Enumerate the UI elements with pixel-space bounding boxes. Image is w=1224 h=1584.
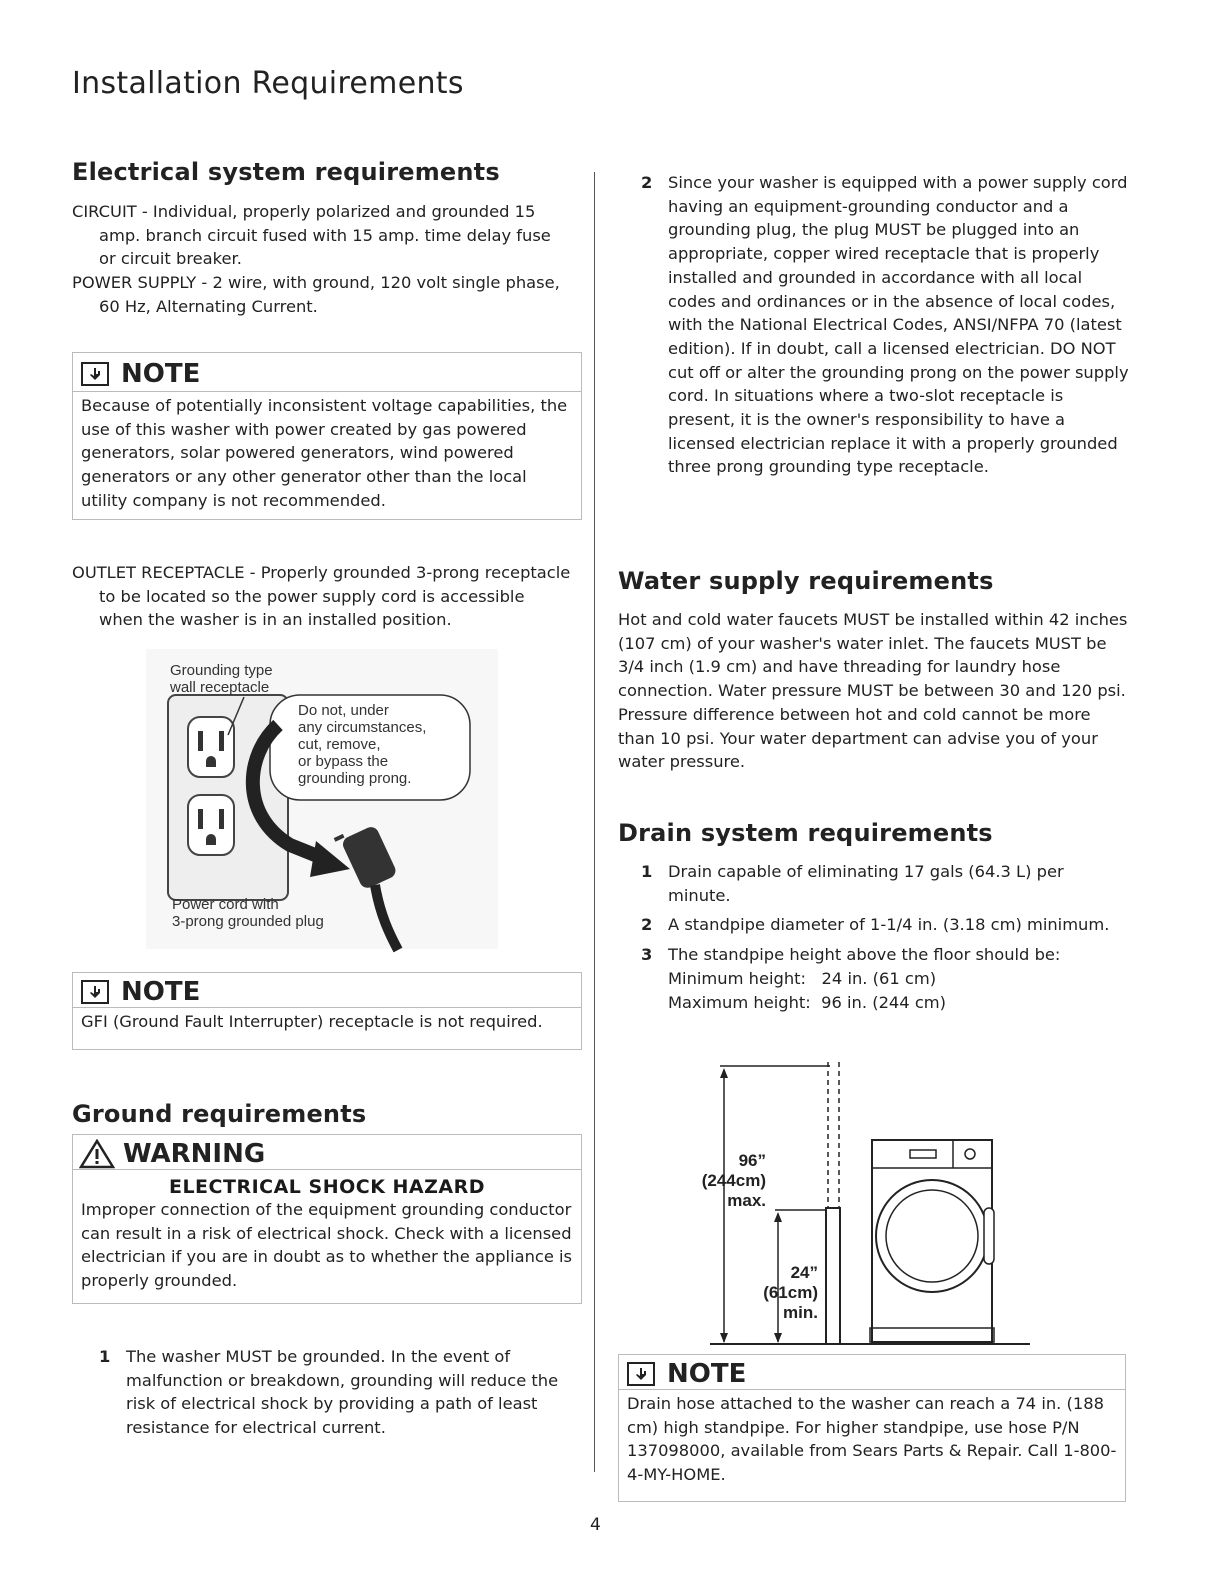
note-header <box>73 353 581 391</box>
callout-line-2: any circumstances, <box>298 719 427 736</box>
max-label-2: (244cm) <box>701 1171 766 1190</box>
ground-list-left <box>99 1345 585 1440</box>
warning-triangle-icon <box>79 1139 115 1169</box>
min-label-2: (61cm) <box>763 1283 818 1302</box>
hazard-title: ELECTRICAL SHOCK HAZARD <box>168 1176 486 1198</box>
max-label-3: max. <box>727 1191 766 1210</box>
callout-line-5: grounding prong. <box>298 770 412 787</box>
note-generators <box>72 352 582 520</box>
drain-list <box>641 860 1131 1014</box>
item-text: The washer MUST be grounded. In the event of malfunction or breakdown, grounding will reduce the risk of electrical shock by providing a path of least resistance for electrical current. <box>126 1347 559 1438</box>
min-height-value: 24 in. (61 cm) <box>821 968 937 988</box>
water-heading: Water supply requirements <box>618 567 994 595</box>
label-cord-1: Power cord with <box>172 896 279 913</box>
warning-title: WARNING <box>123 1139 266 1169</box>
electrical-heading: Electrical system requirements <box>72 158 500 186</box>
page-title: Installation Requirements <box>72 66 464 101</box>
note-title: NOTE <box>121 977 201 1007</box>
outlet-spec-text: OUTLET RECEPTACLE - Properly grounded 3-prong receptacle to be located so the power supply cord is accessible when the washer is in an installed position. <box>72 563 571 630</box>
list-item <box>641 860 1131 907</box>
note-title: NOTE <box>121 359 201 389</box>
max-height-label: Maximum height: <box>668 992 811 1012</box>
min-label-3: min. <box>783 1303 818 1322</box>
label-receptacle-2: wall receptacle <box>170 679 270 696</box>
item-number: 2 <box>641 915 653 935</box>
item-number: 1 <box>641 862 653 881</box>
item-text: The standpipe height above the floor should be: <box>668 945 1061 965</box>
note-header <box>73 973 581 1007</box>
ground-list-right <box>641 171 1131 479</box>
list-item <box>641 913 1131 937</box>
item-text: A standpipe diameter of 1-1/4 in. (3.18 cm) minimum. <box>668 915 1110 935</box>
note-drain-hose <box>618 1354 1126 1502</box>
list-item <box>641 171 1131 479</box>
page-number: 4 <box>590 1515 601 1535</box>
note-hand-icon <box>81 980 109 1004</box>
note-hand-icon <box>81 362 109 386</box>
callout-line-1: Do not, under <box>298 702 389 719</box>
outlet-top <box>188 717 234 777</box>
callout-line-3: cut, remove, <box>298 736 381 753</box>
ground-heading: Ground requirements <box>72 1100 367 1128</box>
electrical-specs <box>72 200 572 319</box>
label-receptacle-1: Grounding type <box>170 662 273 679</box>
warning-header <box>73 1135 581 1169</box>
standpipe-diagram <box>680 1058 1040 1348</box>
warning-box <box>72 1134 582 1304</box>
max-height-value: 96 in. (244 cm) <box>821 992 946 1012</box>
note-hand-icon <box>627 1362 655 1386</box>
note-text: Because of potentially inconsistent voltage capabilities, the use of this washer with power created by gas powered generators, solar powered generators, wind powered generators or any other generator other than the local utility company is not recommended. <box>81 396 568 510</box>
outlet-bottom <box>188 795 234 855</box>
washer <box>872 1140 992 1342</box>
standpipe <box>826 1208 840 1344</box>
receptacle-diagram <box>140 645 510 960</box>
column-divider <box>594 172 595 1472</box>
callout-line-4: or bypass the <box>298 753 389 770</box>
note-text: Drain hose attached to the washer can reach a 74 in. (188 cm) high standpipe. For higher standpipe, use hose P/N 137098000, available from Sears Parts & Repair. Call 1-800-4-MY-HOME. <box>627 1394 1117 1485</box>
circuit-spec: CIRCUIT - Individual, properly polarized and grounded 15 amp. branch circuit fused with 15 amp. time delay fuse or circuit breaker. <box>72 202 551 269</box>
item-number: 3 <box>641 945 653 965</box>
item-text: Since your washer is equipped with a power supply cord having an equipment-grounding conductor and a grounding plug, the plug MUST be plugged into an appropriate, copper wired receptacle that is properly installed and grounded in accordance with all local codes and ordinances or in the absence of local codes, with the National Electrical Codes, ANSI/NFPA 70 (latest edition). If in doubt, call a licensed electrician. DO NOT cut off or alter the grounding prong on the power supply cord. In situations where a two-slot receptacle is present, it is the owner's responsibility to have a licensed electrician replace it with a properly grounded three prong grounding type receptacle. <box>668 173 1129 477</box>
note-gfi <box>72 972 582 1050</box>
list-item <box>641 943 1131 1014</box>
drain-heading: Drain system requirements <box>618 819 993 847</box>
note-header <box>619 1355 1125 1389</box>
note-text: GFI (Ground Fault Interrupter) receptacle is not required. <box>81 1012 543 1031</box>
warning-text: Improper connection of the equipment grounding conductor can result in a risk of electrical shock. Check with a licensed electrician if you are in doubt as to whether the appliance is properly grounded. <box>81 1200 573 1291</box>
power-supply-spec: POWER SUPPLY - 2 wire, with ground, 120 volt single phase, 60 Hz, Alternating Current. <box>72 273 560 316</box>
min-height-label: Minimum height: <box>668 968 807 988</box>
note-title: NOTE <box>667 1359 747 1389</box>
list-item <box>99 1345 585 1440</box>
max-label-1: 96” <box>738 1151 766 1170</box>
item-text: Drain capable of eliminating 17 gals (64.3 L) per minute. <box>668 862 1064 905</box>
label-cord-2: 3-prong grounded plug <box>172 913 324 930</box>
item-number: 2 <box>641 173 653 192</box>
outlet-spec <box>72 561 572 632</box>
water-text: Hot and cold water faucets MUST be installed within 42 inches (107 cm) of your washer's water inlet. The faucets MUST be 3/4 inch (1.9 cm) and have threading for laundry hose connection. Water pressure MUST be between 30 and 120 psi. Pressure difference between hot and cold cannot be more than 10 psi. Your water department can advise you of your water pressure. <box>618 610 1128 772</box>
min-label-1: 24” <box>790 1263 818 1282</box>
item-number: 1 <box>99 1347 111 1366</box>
